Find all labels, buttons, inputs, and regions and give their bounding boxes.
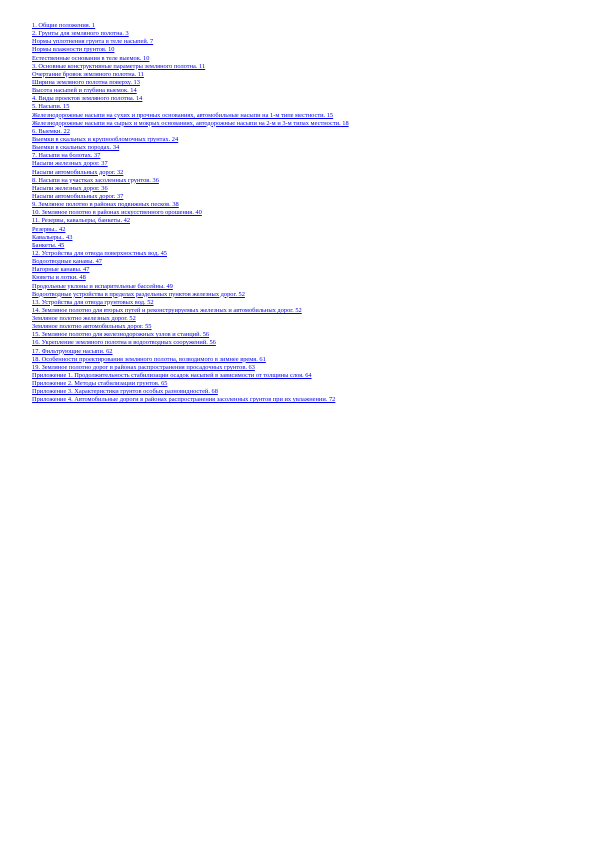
toc-link[interactable]: Приложение 2. Методы стабилизации грунтов. 65 xyxy=(32,380,168,388)
toc-link[interactable]: Кюветы и лотки. 48 xyxy=(32,274,86,282)
toc-entry xyxy=(32,312,592,323)
toc-entry xyxy=(32,198,592,209)
toc-link[interactable]: Нагорные канавы. 47 xyxy=(32,266,90,274)
toc-entry xyxy=(32,263,592,274)
toc-link[interactable]: Приложение 1. Продолжительность стабилизации осадок насыпей в зависимости от толщины слоя. 64 xyxy=(32,372,312,380)
toc-link[interactable]: 18. Особенности проектирования земляного полотна, возводимого в зимнее время. 61 xyxy=(32,355,266,363)
toc-entry xyxy=(32,166,592,174)
toc-entry xyxy=(32,19,592,27)
toc-link[interactable]: Выемки в скальных породах. 34 xyxy=(32,144,120,152)
toc-link[interactable]: Насыпи автомобильных дорог. 32 xyxy=(32,168,124,176)
toc-link[interactable]: 19. Земляное полотно дорог в районах распространения просадочных грунтов. 63 xyxy=(32,363,255,371)
toc-link[interactable]: 14. Земляное полотно для вторых путей и реконструируемых железных и автомобильных дорог. 52 xyxy=(32,306,302,314)
toc-entry xyxy=(32,109,592,117)
toc-link[interactable]: 9. Земляное полотно в районах подвижных песков. 38 xyxy=(32,201,179,209)
toc-link[interactable]: Банкеты. 45 xyxy=(32,241,65,249)
toc-entry xyxy=(32,304,592,312)
toc-link[interactable]: Нормы уплотнения грунта в теле насыпей. 7 xyxy=(32,38,154,46)
toc-link[interactable]: Водоотводные канавы. 47 xyxy=(32,258,103,266)
toc-entry xyxy=(32,68,592,76)
table-of-contents xyxy=(32,19,592,402)
toc-link[interactable]: 6. Выемки. 22 xyxy=(32,127,70,135)
toc-link[interactable]: Ширина земляного полотна поверху. 13 xyxy=(32,78,140,86)
toc-link[interactable]: Нормы влажности грунтов. 10 xyxy=(32,46,115,54)
toc-link[interactable]: 3. Основные конструктивные параметры земляного полотна. 11 xyxy=(32,62,206,70)
toc-entry xyxy=(32,280,592,288)
toc-entry xyxy=(32,206,592,217)
toc-link[interactable]: Земляное полотно автомобильных дорог. 55 xyxy=(32,323,152,331)
toc-link[interactable]: 8. Насыпи на участках засоленных грунтов. 36 xyxy=(32,176,159,184)
toc-entry xyxy=(32,369,592,380)
toc-entry xyxy=(32,239,592,247)
toc-entry xyxy=(32,231,592,239)
toc-link[interactable]: Выемки в скальных и крупнообломочных грунтах. 24 xyxy=(32,135,179,143)
toc-entry xyxy=(32,247,592,255)
toc-link[interactable]: 11. Резервы, кавальеры, банкеты. 42 xyxy=(32,217,131,225)
toc-link[interactable]: 13. Устройства для отвода грунтовых вод. 52 xyxy=(32,298,154,306)
toc-link[interactable]: Насыпи железных дорог. 36 xyxy=(32,184,108,192)
toc-entry xyxy=(32,190,592,198)
toc-entry xyxy=(32,84,592,95)
toc-link[interactable]: Очертание бровок земляного полотна. 11 xyxy=(32,70,144,78)
toc-entry xyxy=(32,385,592,396)
toc-entry xyxy=(32,174,592,182)
toc-link[interactable]: Земляное полотно железных дорог. 52 xyxy=(32,315,136,323)
toc-entry xyxy=(32,353,592,361)
toc-link[interactable]: Насыпи автомобильных дорог. 37 xyxy=(32,192,124,200)
toc-link[interactable]: Продольные уклоны и испарительные бассейны. 49 xyxy=(32,282,173,290)
toc-entry xyxy=(32,336,592,347)
toc-entry xyxy=(32,288,592,296)
toc-link[interactable]: 2. Грунты для земляного полотна. 3 xyxy=(32,30,129,38)
toc-link[interactable]: Приложение 4. Автомобильные дороги в районах распространения засоленных грунтов при их увлажнении. 72 xyxy=(32,396,336,404)
toc-entry xyxy=(32,296,592,304)
toc-link[interactable]: Железнодорожные насыпи на сырых и мокрых основаниях, автодорожные насыпи на 2-м и 3-м типах местности. 18 xyxy=(32,119,349,127)
toc-link[interactable]: Приложение 3. Характеристики грунтов особых разновидностей. 68 xyxy=(32,388,218,396)
toc-entry xyxy=(32,328,592,339)
toc-link[interactable]: 7. Насыпи на болотах. 37 xyxy=(32,152,101,160)
toc-entry xyxy=(32,271,592,282)
toc-link[interactable]: 16. Укрепление земляного полотна и водоотводных сооружений. 56 xyxy=(32,339,216,347)
toc-link[interactable]: 1. Общие положения. 1 xyxy=(32,22,96,29)
toc-entry xyxy=(32,361,592,369)
toc-entry xyxy=(32,27,592,38)
toc-entry xyxy=(32,133,592,141)
toc-entry xyxy=(32,60,592,68)
toc-entry xyxy=(32,157,592,168)
toc-link[interactable]: 17. Фильтрующие насыпи. 62 xyxy=(32,347,113,355)
toc-link[interactable]: Водоотводные устройства в пределах раздельных пунктов железных дорог. 52 xyxy=(32,290,245,298)
toc-link[interactable]: 10. Земляное полотно в районах искусственного орошения. 40 xyxy=(32,209,202,217)
toc-entry xyxy=(32,117,592,125)
toc-link[interactable]: 12. Устройства для отвода поверхностных вод. 45 xyxy=(32,249,167,257)
toc-link[interactable]: Резервы.. 42 xyxy=(32,225,66,233)
toc-entry xyxy=(32,320,592,331)
toc-link[interactable]: Естественные основания в теле выемок. 10 xyxy=(32,54,150,62)
toc-link[interactable]: 5. Насыпи. 15 xyxy=(32,103,70,111)
toc-entry xyxy=(32,393,592,404)
toc-link[interactable]: Железнодорожные насыпи на сухих и прочных основаниях, автомобильные насыпи на 1-м типе местности. 15 xyxy=(32,111,334,119)
toc-link[interactable]: Высота насыпей и глубина выемок. 14 xyxy=(32,87,137,95)
toc-entry xyxy=(32,92,592,103)
toc-entry xyxy=(32,141,592,152)
toc-entry xyxy=(32,377,592,388)
toc-entry xyxy=(32,52,592,60)
toc-entry xyxy=(32,76,592,84)
toc-link[interactable]: Насыпи железных дорог. 37 xyxy=(32,160,108,168)
toc-entry xyxy=(32,214,592,225)
toc-entry xyxy=(32,35,592,46)
toc-link[interactable]: 15. Земляное полотно для железнодорожных узлов и станций. 56 xyxy=(32,331,210,339)
toc-link[interactable]: Кавальеры.. 43 xyxy=(32,233,73,241)
toc-link[interactable]: 4. Виды проектов земляного полотна. 14 xyxy=(32,95,143,103)
